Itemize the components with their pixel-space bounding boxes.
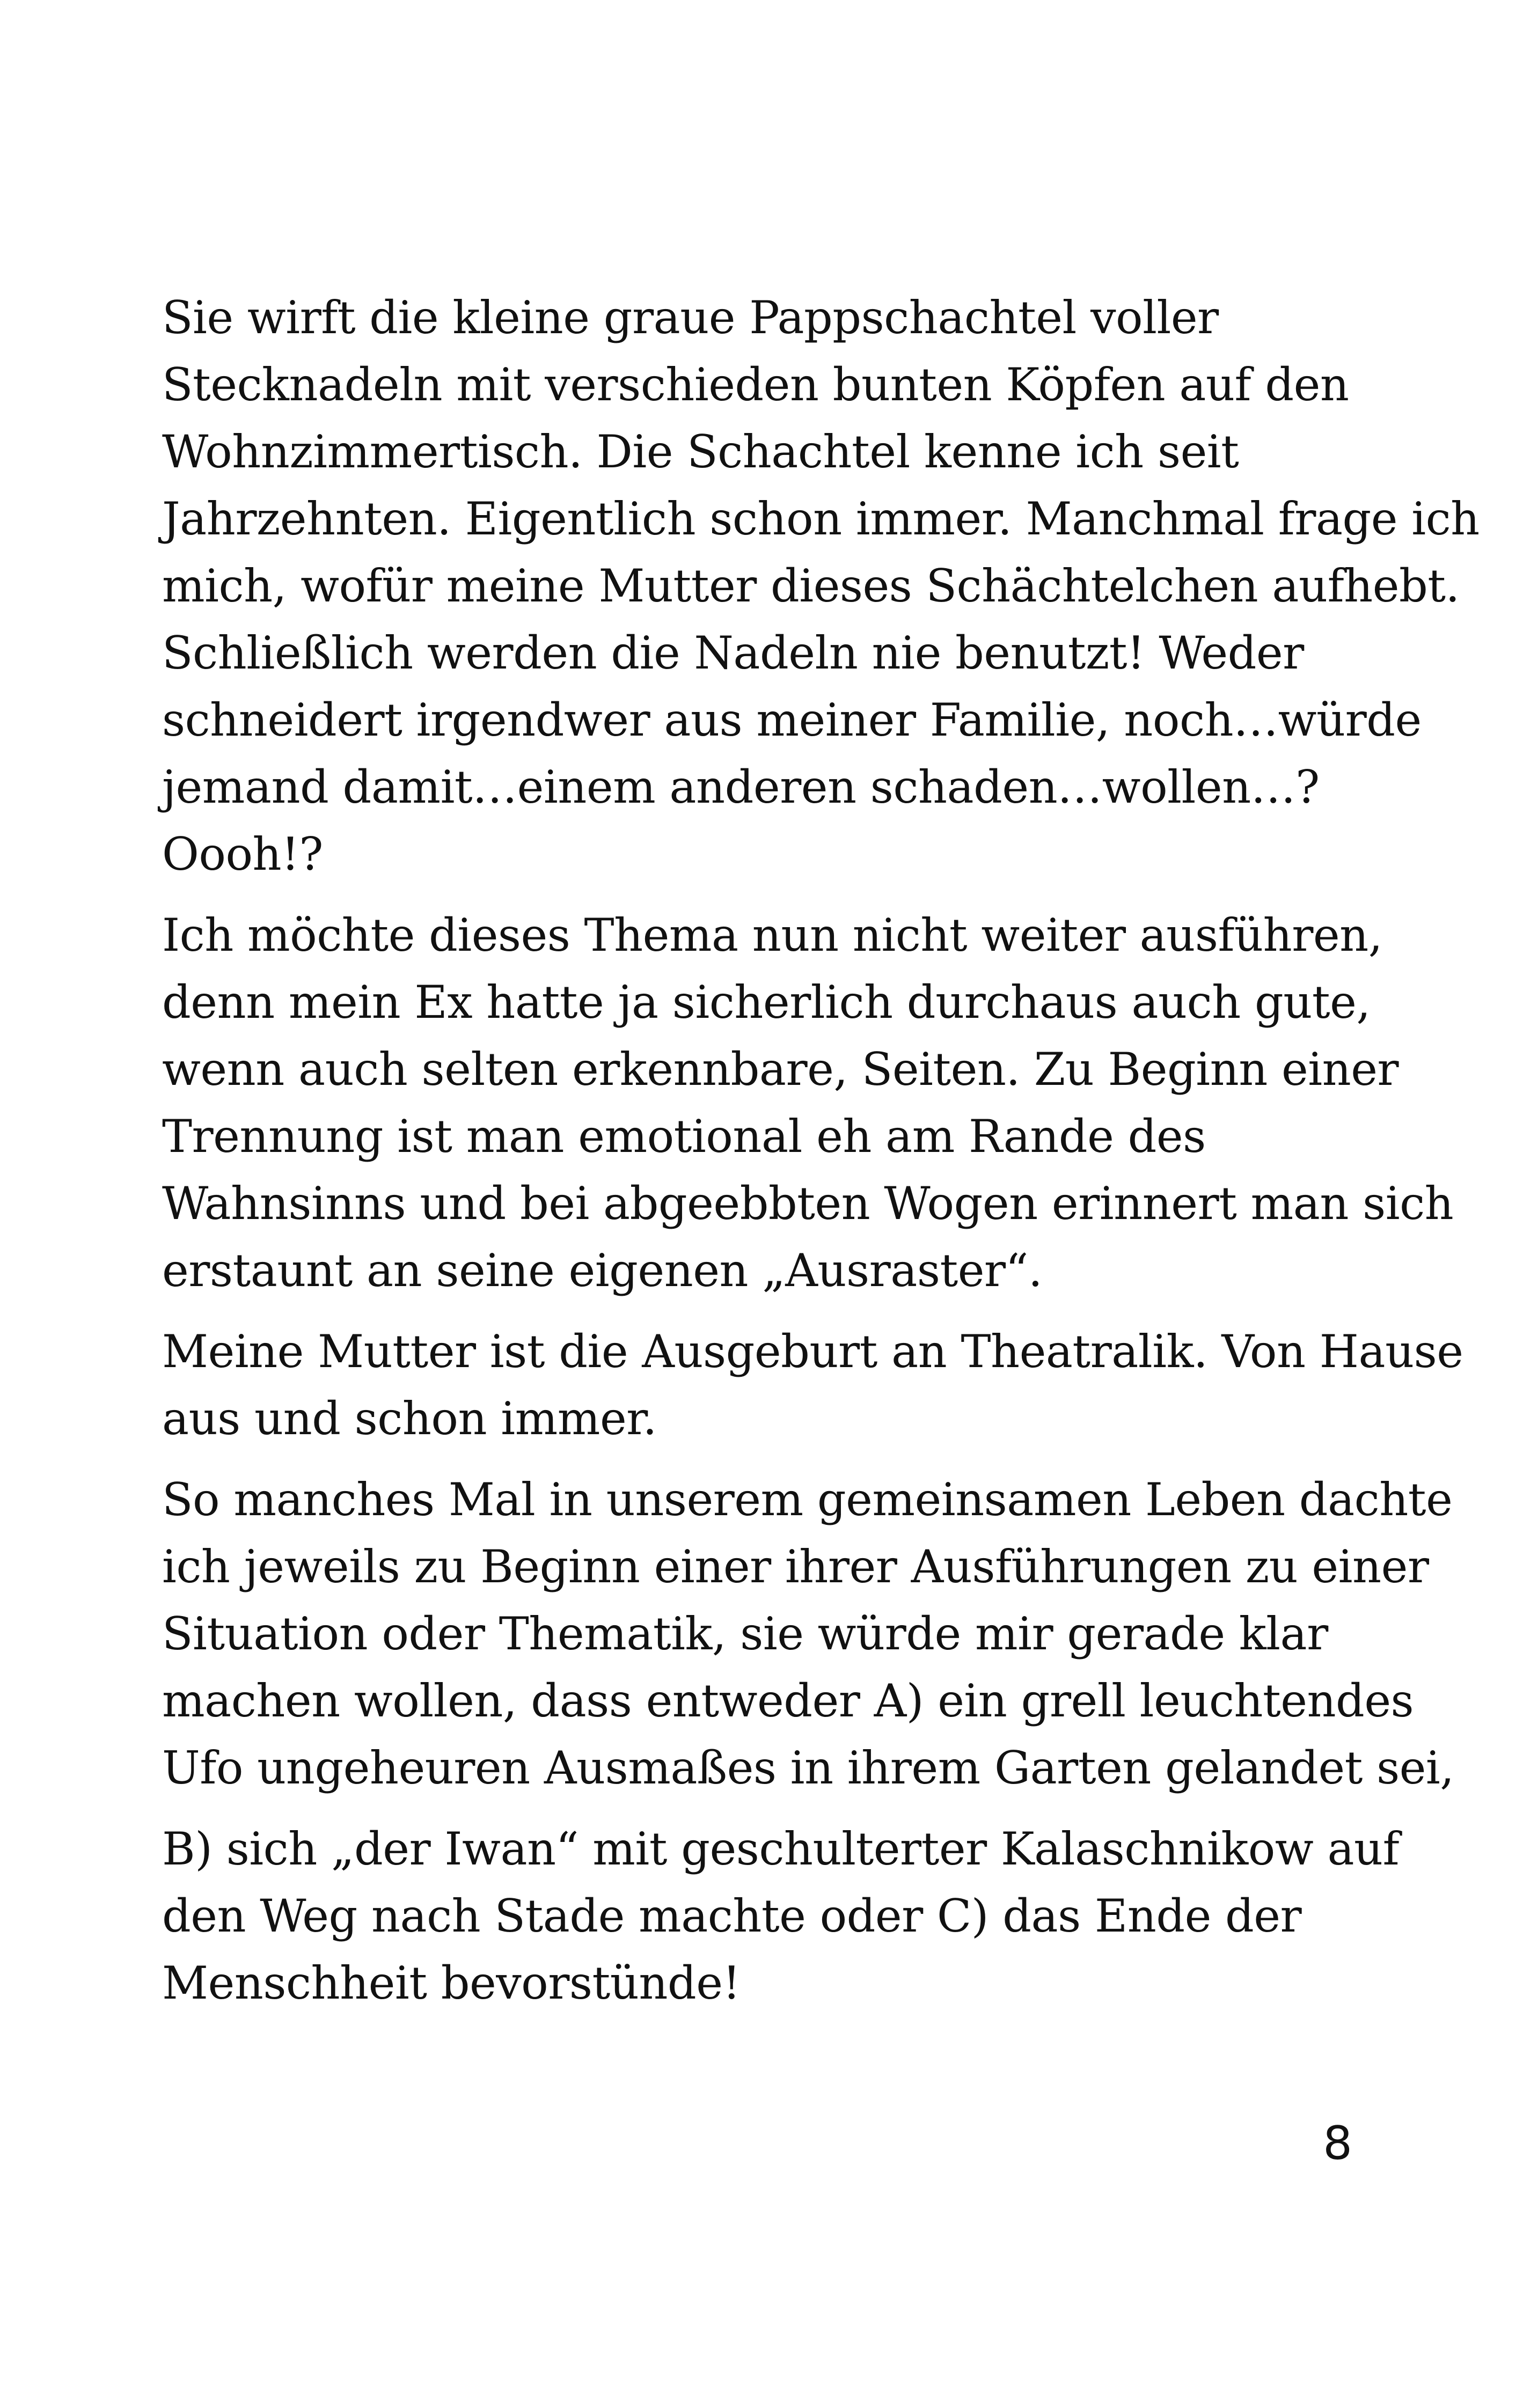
text-line: So manches Mal in unserem gemeinsamen Leben dachte (162, 1473, 1453, 1526)
text-line: Oooh!? (162, 828, 323, 880)
page-number: 8 (1323, 2117, 1352, 2170)
text-line: Wahnsinns und bei abgeebbten Wogen erinnert man sich (162, 1177, 1454, 1230)
text-line: Trennung ist man emotional eh am Rande des (162, 1110, 1206, 1163)
paragraph-2 (162, 902, 1454, 1304)
text-line: schneidert irgendwer aus meiner Familie, noch…würde (162, 694, 1422, 746)
text-line: Ich möchte dieses Thema nun nicht weiter ausführen, (162, 909, 1382, 961)
body-text (162, 284, 1480, 2031)
text-line: denn mein Ex hatte ja sicherlich durchaus auch gute, (162, 976, 1371, 1029)
text-line: Jahrzehnten. Eigentlich schon immer. Manchmal frage ich (162, 493, 1480, 545)
text-line: Wohnzimmertisch. Die Schachtel kenne ich seit (162, 425, 1239, 478)
text-line: machen wollen, dass entweder A) ein grell leuchtendes (162, 1675, 1414, 1727)
text-line: jemand damit…einem anderen schaden…wollen…? (162, 761, 1320, 813)
paragraph-1 (162, 284, 1480, 888)
text-line: Ufo ungeheuren Ausmaßes in ihrem Garten gelandet sei, (162, 1742, 1454, 1794)
text-line: den Weg nach Stade machte oder C) das Ende der (162, 1890, 1302, 1942)
text-line: wenn auch selten erkennbare, Seiten. Zu Beginn einer (162, 1043, 1399, 1096)
text-line: Situation oder Thematik, sie würde mir gerade klar (162, 1607, 1328, 1660)
text-line: Meine Mutter ist die Ausgeburt an Theatralik. Von Hause (162, 1325, 1463, 1378)
text-line: aus und schon immer. (162, 1392, 657, 1445)
text-line: Stecknadeln mit verschieden bunten Köpfen auf den (162, 358, 1349, 411)
paragraph-4 (162, 1466, 1454, 1802)
text-line: Sie wirft die kleine graue Pappschachtel voller (162, 291, 1219, 344)
text-line: erstaunt an seine eigenen „Ausraster“. (162, 1244, 1043, 1297)
paragraph-5 (162, 1816, 1400, 2017)
text-line: Menschheit bevorstünde! (162, 1957, 741, 2009)
paragraph-3 (162, 1318, 1463, 1452)
text-line: Schließlich werden die Nadeln nie benutzt! Weder (162, 627, 1304, 679)
text-line: ich jeweils zu Beginn einer ihrer Ausführungen zu einer (162, 1540, 1429, 1593)
text-line: mich, wofür meine Mutter dieses Schächtelchen aufhebt. (162, 560, 1460, 612)
text-line: B) sich „der Iwan“ mit geschulterter Kalaschnikow auf (162, 1823, 1400, 1875)
